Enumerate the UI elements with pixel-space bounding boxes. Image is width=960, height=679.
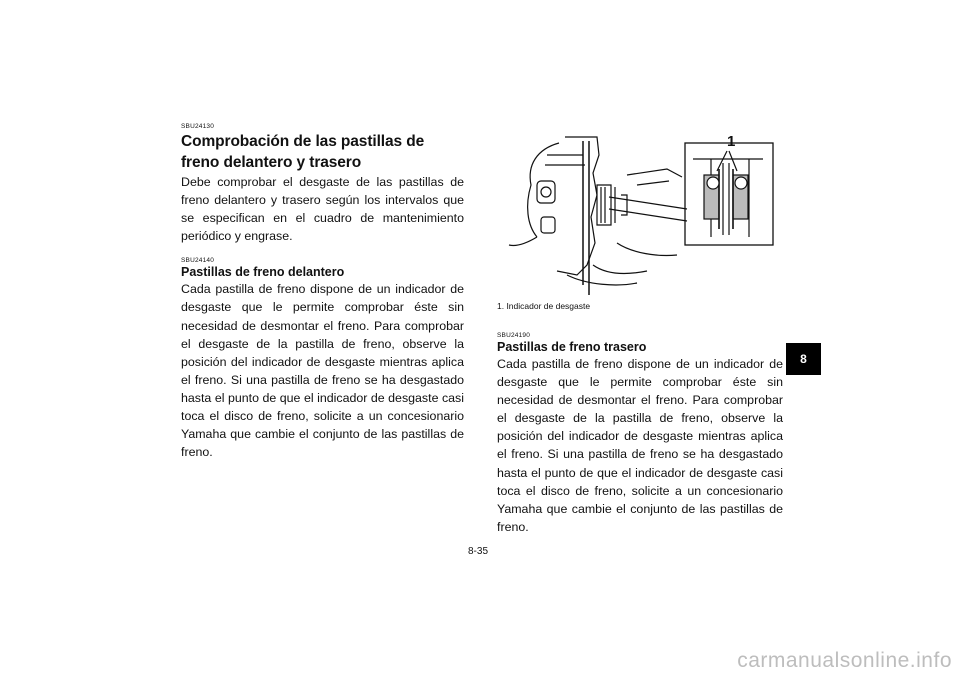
left-column <box>181 123 464 461</box>
chapter-tab: 8 <box>786 343 821 375</box>
intro-paragraph: Debe comprobar el desgaste de las pastillas de freno delantero y trasero según los intervalos que se especifican en el cuadro de mantenimiento periódico y engrase. <box>181 175 464 244</box>
page-number: 8-35 <box>468 546 489 557</box>
rear-pads-paragraph: Cada pastilla de freno dispone de un indicador de desgaste que le permite comprobar éste sin necesidad de desmontar el freno. Para comprobar el desgaste de la pastilla de freno, observe la posición del indicador de desgaste mientras aplica el freno. Si una pastilla de freno se ha desgastado hasta el punto de que el indicador de desgaste casi toca el disco de freno, solicite a un concesionario Yamaha que cambie el conjunto de las pastillas de freno. <box>497 357 783 534</box>
subheading-rear-pads: Pastillas de freno trasero <box>497 340 647 354</box>
section-heading: Comprobación de las pastillas de freno delantero y trasero <box>181 133 425 171</box>
figure-callout-number: 1 <box>727 133 736 150</box>
subheading-front-pads: Pastillas de freno delantero <box>181 265 345 280</box>
subsection-code-rear: SBU24190 <box>497 332 531 339</box>
brake-pad-illustration <box>497 125 783 297</box>
right-column <box>497 125 783 536</box>
figure-caption: 1. Indicador de desgaste <box>497 301 591 311</box>
subsection-code-front: SBU24140 <box>181 257 215 265</box>
section-code: SBU24130 <box>181 123 215 130</box>
watermark: carmanualsonline.info <box>737 649 952 672</box>
front-pads-paragraph: Cada pastilla de freno dispone de un indicador de desgaste que le permite comprobar éste sin necesidad de desmontar el freno. Para comprobar el desgaste de la pastilla de freno, observe la posición del indicador de desgaste mientras aplica el freno. Si una pastilla de freno se ha desgastado hasta el punto de que el indicador de desgaste casi toca el disco de freno, solicite a un concesionario Yamaha que cambie el conjunto de las pastillas de freno. <box>181 282 464 460</box>
